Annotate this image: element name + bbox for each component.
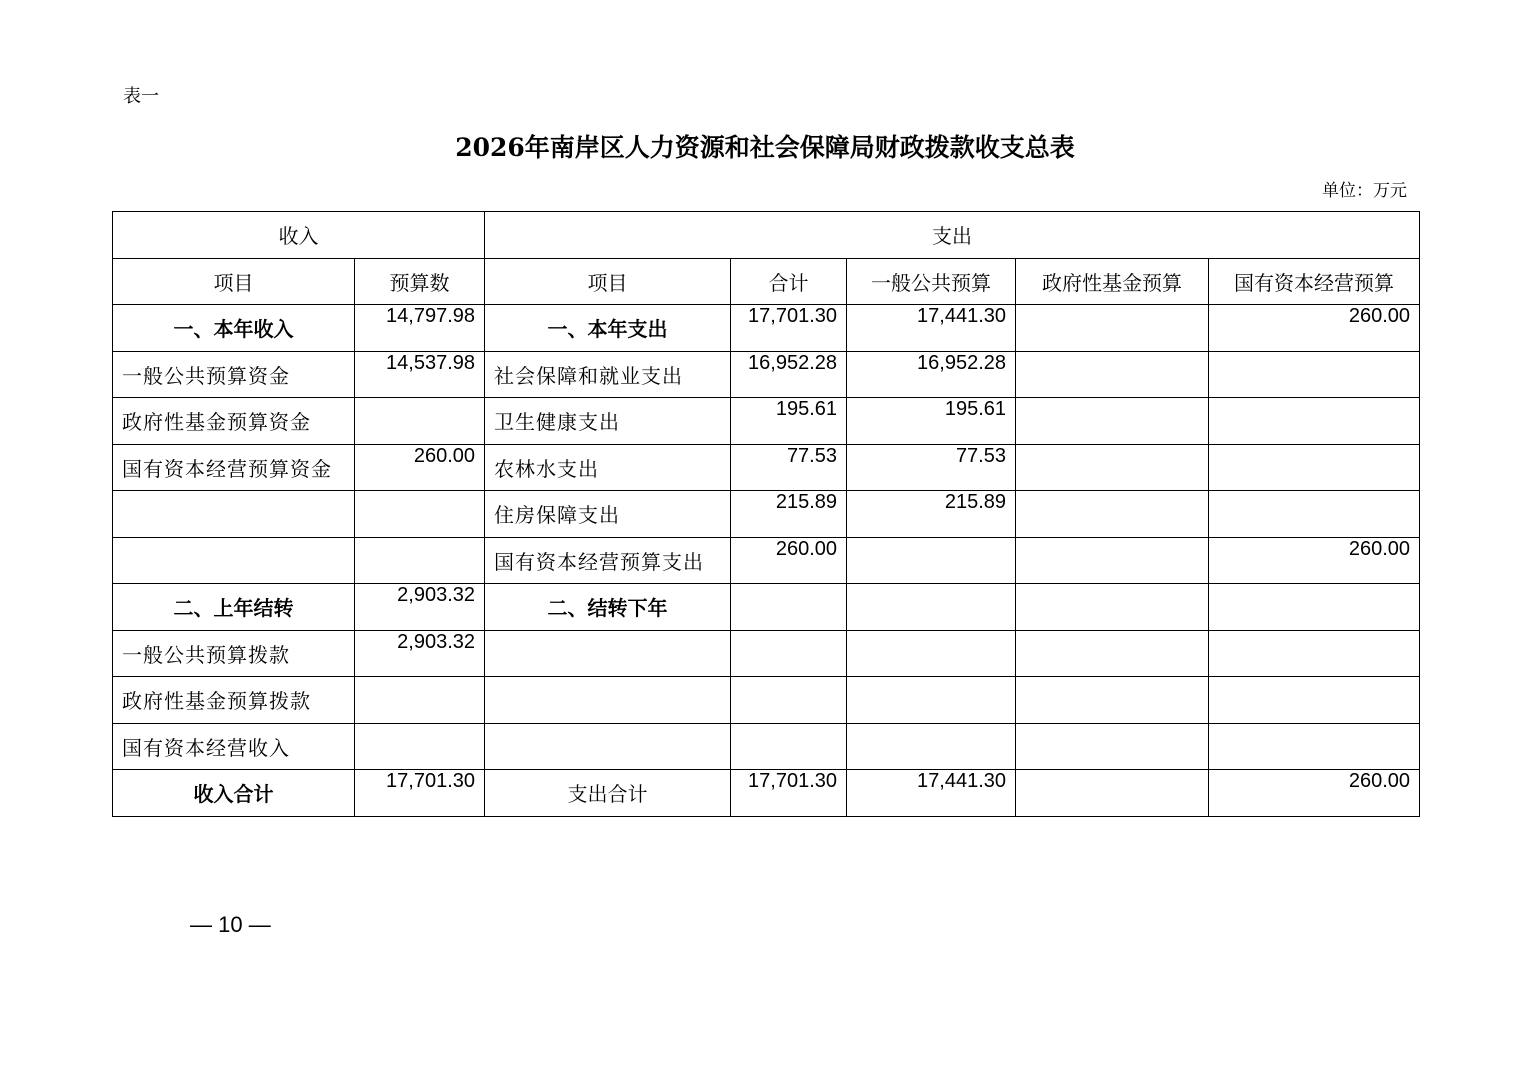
expense-total: 16,952.28 <box>731 351 847 398</box>
column-header: 一般公共预算 <box>847 258 1016 305</box>
expense-total <box>731 677 847 724</box>
income-amount: 2,903.32 <box>355 584 485 631</box>
income-item: 政府性基金预算拨款 <box>113 677 355 724</box>
table-row <box>113 630 1420 677</box>
expense-item: 住房保障支出 <box>485 491 731 538</box>
income-item: 一般公共预算拨款 <box>113 630 355 677</box>
income-item: 国有资本经营收入 <box>113 723 355 770</box>
general-budget-total: 17,441.30 <box>847 770 1016 817</box>
expense-item: 二、结转下年 <box>485 584 731 631</box>
income-total-amount: 17,701.30 <box>355 770 485 817</box>
page-number: — 10 — <box>190 912 271 937</box>
expense-total <box>731 630 847 677</box>
expense-item: 农林水支出 <box>485 444 731 491</box>
column-header: 国有资本经营预算 <box>1209 258 1420 305</box>
income-item: 一、本年收入 <box>113 305 355 352</box>
income-amount <box>355 491 485 538</box>
income-item <box>113 537 355 584</box>
table-row <box>113 444 1420 491</box>
table-row <box>113 584 1420 631</box>
expense-total: 195.61 <box>731 398 847 445</box>
income-item: 二、上年结转 <box>113 584 355 631</box>
general-budget: 77.53 <box>847 444 1016 491</box>
unit-label: 单位：万元 <box>1322 181 1407 201</box>
state-capital-budget: 260.00 <box>1209 305 1420 352</box>
table-row <box>113 723 1420 770</box>
income-item: 国有资本经营预算资金 <box>113 444 355 491</box>
table-row <box>113 305 1420 352</box>
state-capital-budget-total: 260.00 <box>1209 770 1420 817</box>
income-amount: 14,797.98 <box>355 305 485 352</box>
income-amount <box>355 398 485 445</box>
column-header: 预算数 <box>355 258 485 305</box>
gov-fund-budget <box>1016 630 1209 677</box>
income-amount: 2,903.32 <box>355 630 485 677</box>
gov-fund-budget-total <box>1016 770 1209 817</box>
page-title: 2026年南岸区人力资源和社会保障局财政拨款收支总表 <box>455 133 1075 162</box>
income-amount <box>355 677 485 724</box>
general-budget: 17,441.30 <box>847 305 1016 352</box>
column-header-row <box>113 258 1420 305</box>
table-label: 表一 <box>123 86 159 107</box>
income-amount <box>355 537 485 584</box>
gov-fund-budget <box>1016 677 1209 724</box>
table-row <box>113 537 1420 584</box>
income-amount: 14,537.98 <box>355 351 485 398</box>
gov-fund-budget <box>1016 351 1209 398</box>
expense-item: 卫生健康支出 <box>485 398 731 445</box>
general-budget <box>847 723 1016 770</box>
totals-row <box>113 770 1420 817</box>
expense-total: 77.53 <box>731 444 847 491</box>
state-capital-budget <box>1209 677 1420 724</box>
gov-fund-budget <box>1016 305 1209 352</box>
column-header: 合计 <box>731 258 847 305</box>
income-item: 政府性基金预算资金 <box>113 398 355 445</box>
group-header-row <box>113 212 1420 259</box>
expense-item <box>485 723 731 770</box>
state-capital-budget: 260.00 <box>1209 537 1420 584</box>
column-header: 项目 <box>485 258 731 305</box>
expense-total: 215.89 <box>731 491 847 538</box>
gov-fund-budget <box>1016 444 1209 491</box>
column-header: 政府性基金预算 <box>1016 258 1209 305</box>
expense-item: 社会保障和就业支出 <box>485 351 731 398</box>
general-budget <box>847 677 1016 724</box>
gov-fund-budget <box>1016 723 1209 770</box>
expense-total <box>731 584 847 631</box>
table-row <box>113 351 1420 398</box>
table-row <box>113 677 1420 724</box>
budget-table <box>112 211 1420 817</box>
income-amount <box>355 723 485 770</box>
state-capital-budget <box>1209 398 1420 445</box>
expense-total <box>731 723 847 770</box>
expense-total-sum: 17,701.30 <box>731 770 847 817</box>
expense-item: 国有资本经营预算支出 <box>485 537 731 584</box>
income-item: 一般公共预算资金 <box>113 351 355 398</box>
general-budget: 16,952.28 <box>847 351 1016 398</box>
expense-total: 17,701.30 <box>731 305 847 352</box>
general-budget <box>847 537 1016 584</box>
expense-total: 260.00 <box>731 537 847 584</box>
expense-group-header: 支出 <box>485 212 1420 259</box>
column-header: 项目 <box>113 258 355 305</box>
income-group-header: 收入 <box>113 212 485 259</box>
expense-item: 一、本年支出 <box>485 305 731 352</box>
general-budget: 195.61 <box>847 398 1016 445</box>
state-capital-budget <box>1209 351 1420 398</box>
general-budget: 215.89 <box>847 491 1016 538</box>
expense-item <box>485 677 731 724</box>
state-capital-budget <box>1209 584 1420 631</box>
income-amount: 260.00 <box>355 444 485 491</box>
table-row <box>113 491 1420 538</box>
income-item <box>113 491 355 538</box>
gov-fund-budget <box>1016 537 1209 584</box>
general-budget <box>847 584 1016 631</box>
table-row <box>113 398 1420 445</box>
state-capital-budget <box>1209 491 1420 538</box>
state-capital-budget <box>1209 723 1420 770</box>
state-capital-budget <box>1209 630 1420 677</box>
gov-fund-budget <box>1016 398 1209 445</box>
expense-item <box>485 630 731 677</box>
gov-fund-budget <box>1016 584 1209 631</box>
state-capital-budget <box>1209 444 1420 491</box>
expense-total-label: 支出合计 <box>485 770 731 817</box>
gov-fund-budget <box>1016 491 1209 538</box>
general-budget <box>847 630 1016 677</box>
income-total-label: 收入合计 <box>113 770 355 817</box>
